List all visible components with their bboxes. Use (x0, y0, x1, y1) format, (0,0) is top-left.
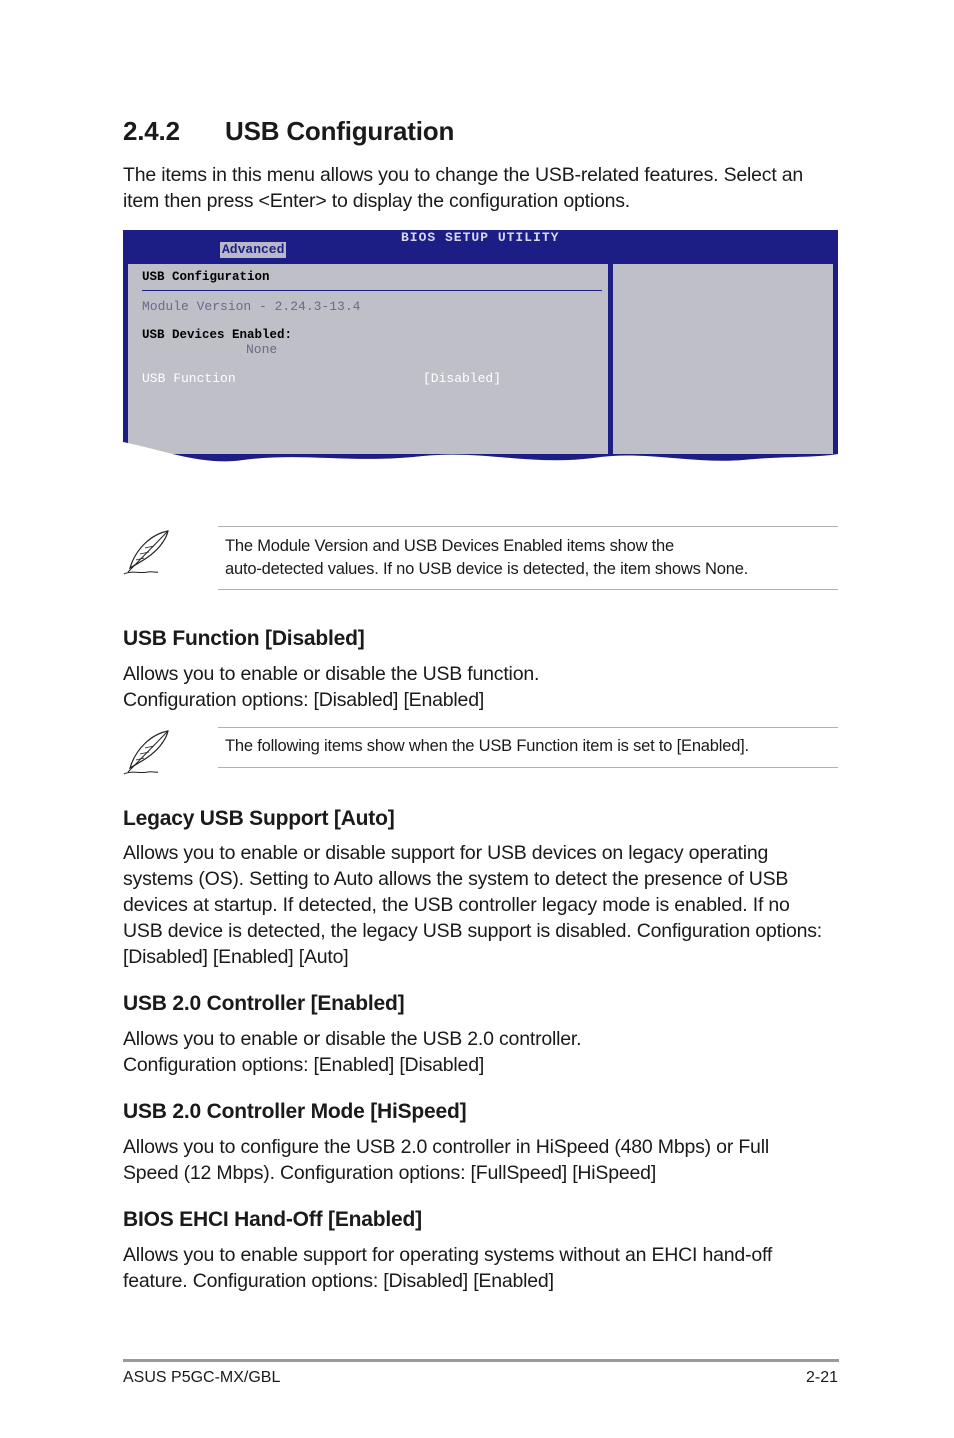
usb20-desc (123, 1026, 839, 1078)
devices-value: None (246, 342, 278, 357)
bios-settings-panel (128, 264, 608, 454)
legacy-usb-heading: Legacy USB Support [Auto] (123, 807, 395, 830)
note-feather-icon (122, 728, 174, 778)
bios-screen (123, 230, 838, 470)
footer-page-number: 2-21 (805, 1369, 838, 1386)
usb-function-label[interactable]: USB Function (142, 371, 236, 386)
panel-divider (142, 290, 602, 291)
panel-title: USB Configuration (142, 270, 270, 284)
footer-model: ASUS P5GC-MX/GBL (123, 1369, 281, 1386)
desc-line: systems (OS). Setting to Auto allows the system to detect the presence of USB (123, 868, 789, 890)
bios-help-panel (613, 264, 833, 454)
desc-line: Allows you to configure the USB 2.0 controller in HiSpeed (480 Mbps) or Full (123, 1136, 769, 1158)
torn-edge (123, 436, 838, 472)
desc-line: Configuration options: [Enabled] [Disabled] (123, 1054, 485, 1076)
desc-line: Allows you to enable or disable the USB 2.0 controller. (123, 1028, 582, 1050)
section-title (123, 116, 454, 147)
ehci-heading: BIOS EHCI Hand-Off [Enabled] (123, 1208, 422, 1231)
footer-rule (123, 1359, 839, 1362)
desc-line: Configuration options: [Disabled] [Enabled] (123, 689, 485, 711)
legacy-usb-desc (123, 840, 839, 970)
desc-line: [Disabled] [Enabled] [Auto] (123, 946, 349, 968)
ehci-desc (123, 1242, 839, 1294)
devices-label: USB Devices Enabled: (142, 328, 293, 342)
usb-function-desc (123, 661, 839, 713)
note-feather-icon (122, 528, 174, 578)
intro-paragraph (123, 162, 839, 214)
section-heading: USB Configuration (225, 116, 455, 146)
desc-line: Speed (12 Mbps). Configuration options: [FullSpeed] [HiSpeed] (123, 1162, 657, 1184)
desc-line: USB device is detected, the legacy USB support is disabled. Configuration options: (123, 920, 823, 942)
desc-line: Allows you to enable or disable support for USB devices on legacy operating (123, 842, 769, 864)
module-version: Module Version - 2.24.3-13.4 (142, 299, 361, 314)
intro-line: The items in this menu allows you to change the USB-related features. Select an (123, 164, 804, 186)
desc-line: Allows you to enable or disable the USB function. (123, 663, 540, 685)
note-top-rule (218, 727, 838, 728)
section-number: 2.4.2 (123, 116, 180, 146)
bios-header (123, 230, 838, 259)
usb-function-heading: USB Function [Disabled] (123, 627, 365, 650)
usb20-heading: USB 2.0 Controller [Enabled] (123, 992, 405, 1015)
note-bottom-rule (218, 589, 838, 590)
bios-title: BIOS SETUP UTILITY (401, 230, 560, 245)
desc-line: feature. Configuration options: [Disabled] [Enabled] (123, 1270, 554, 1292)
usb20-mode-heading: USB 2.0 Controller Mode [HiSpeed] (123, 1100, 467, 1123)
usb20-mode-desc (123, 1134, 839, 1186)
intro-line: item then press <Enter> to display the configuration options. (123, 190, 631, 212)
note-top-rule (218, 526, 838, 527)
desc-line: devices at startup. If detected, the USB controller legacy mode is enabled. If no (123, 894, 790, 916)
note-1-text (225, 535, 825, 581)
note-line-text: The Module Version and USB Devices Enabled items show the (225, 537, 675, 555)
tab-advanced[interactable]: Advanced (222, 242, 285, 257)
note-bottom-rule (218, 767, 838, 768)
desc-line: Allows you to enable support for operating systems without an EHCI hand-off (123, 1244, 773, 1266)
note-2-text: The following items show when the USB Function item is set to [Enabled]. (225, 737, 749, 755)
usb-function-value[interactable]: [Disabled] (423, 371, 502, 386)
note-line-text: auto-detected values. If no USB device is detected, the item shows None. (225, 560, 749, 578)
